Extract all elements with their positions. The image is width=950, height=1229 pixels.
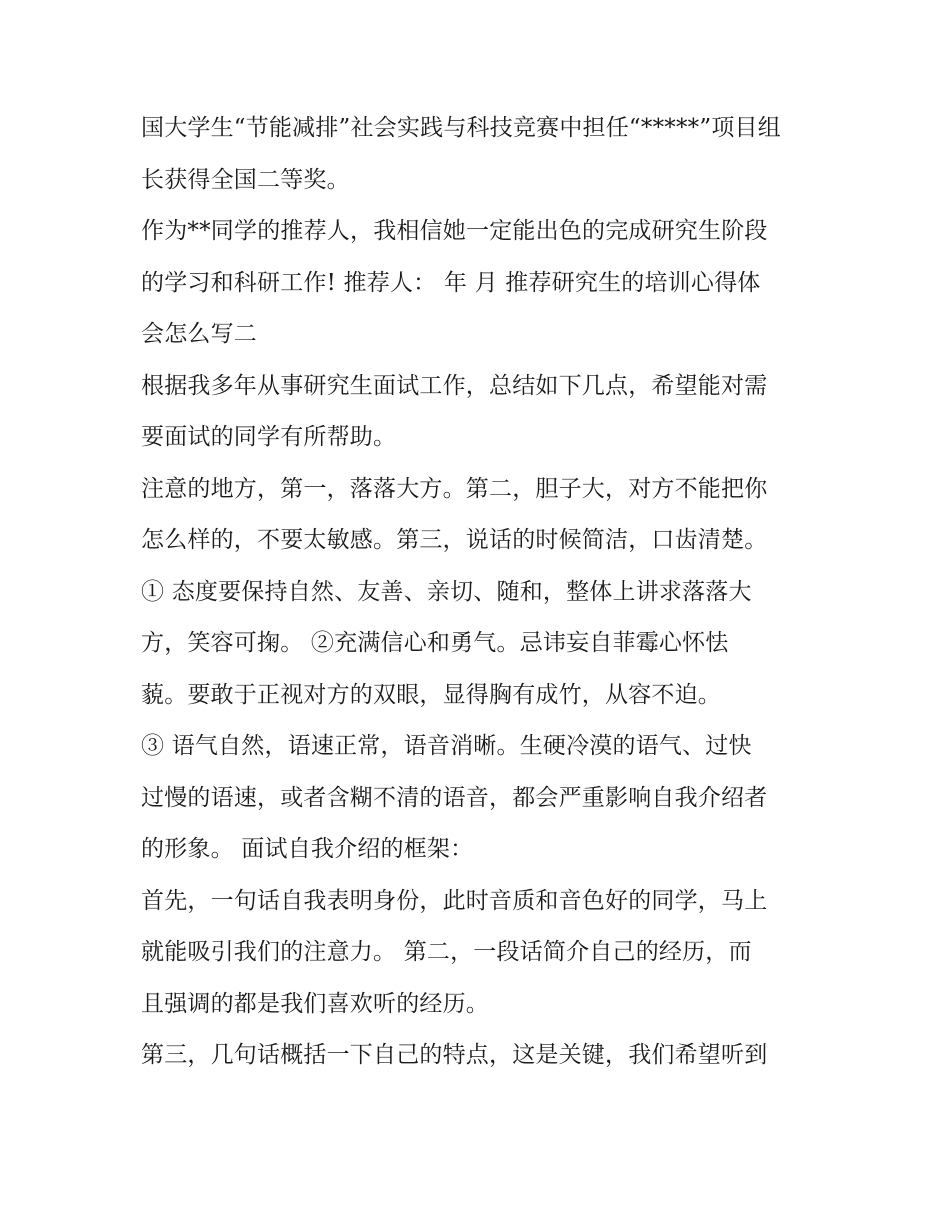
text-line: 会怎么写二 bbox=[141, 321, 257, 347]
document-body bbox=[141, 103, 831, 1082]
text-line: 怎么样的，不要太敏感。第三，说话的时候简洁，口齿清楚。 bbox=[141, 527, 768, 553]
text-line: 第三，几句话概括一下自己的特点，这是关键，我们希望听到 bbox=[141, 1042, 768, 1068]
text-line: 过慢的语速，或者含糊不清的语音，都会严重影响自我介绍者 bbox=[141, 784, 768, 811]
text-line: 且强调的都是我们喜欢听的经历。 bbox=[141, 990, 489, 1017]
text-line: 藐。要敢于正视对方的双眼，显得胸有成竹，从容不迫。 bbox=[141, 681, 721, 708]
text-line: 要面试的同学有所帮助。 bbox=[141, 424, 397, 450]
text-line: ① 态度要保持自然、友善、亲切、随和，整体上讲求落落大 bbox=[141, 578, 752, 605]
text-line: 的学习和科研工作! 推荐人： 年 月 推荐研究生的培训心得体 bbox=[141, 269, 761, 296]
text-line: 就能吸引我们的注意力。 第二，一段话简介自己的经历，而 bbox=[141, 939, 752, 965]
text-line: 国大学生“节能减排”社会实践与科技竞赛中担任“*****”项目组 bbox=[141, 115, 781, 141]
text-line: 长获得全国二等奖。 bbox=[141, 166, 350, 193]
text-line: 的形象。 面试自我介绍的框架： bbox=[141, 836, 474, 862]
text-line: 作为**同学的推荐人，我相信她一定能出色的完成研究生阶段 bbox=[141, 218, 768, 244]
text-line: 注意的地方，第一，落落大方。第二，胆子大，对方不能把你 bbox=[141, 475, 768, 502]
text-line: 首先，一句话自我表明身份，此时音质和音色好的同学，马上 bbox=[141, 887, 768, 914]
text-line: ③ 语气自然，语速正常，语音消晰。生硬冷漠的语气、过快 bbox=[141, 733, 752, 759]
text-line: 根据我多年从事研究生面试工作，总结如下几点，希望能对需 bbox=[141, 372, 768, 399]
text-line: 方，笑容可掬。 ②充满信心和勇气。忌讳妄自菲霉心怀怯 bbox=[141, 630, 729, 656]
